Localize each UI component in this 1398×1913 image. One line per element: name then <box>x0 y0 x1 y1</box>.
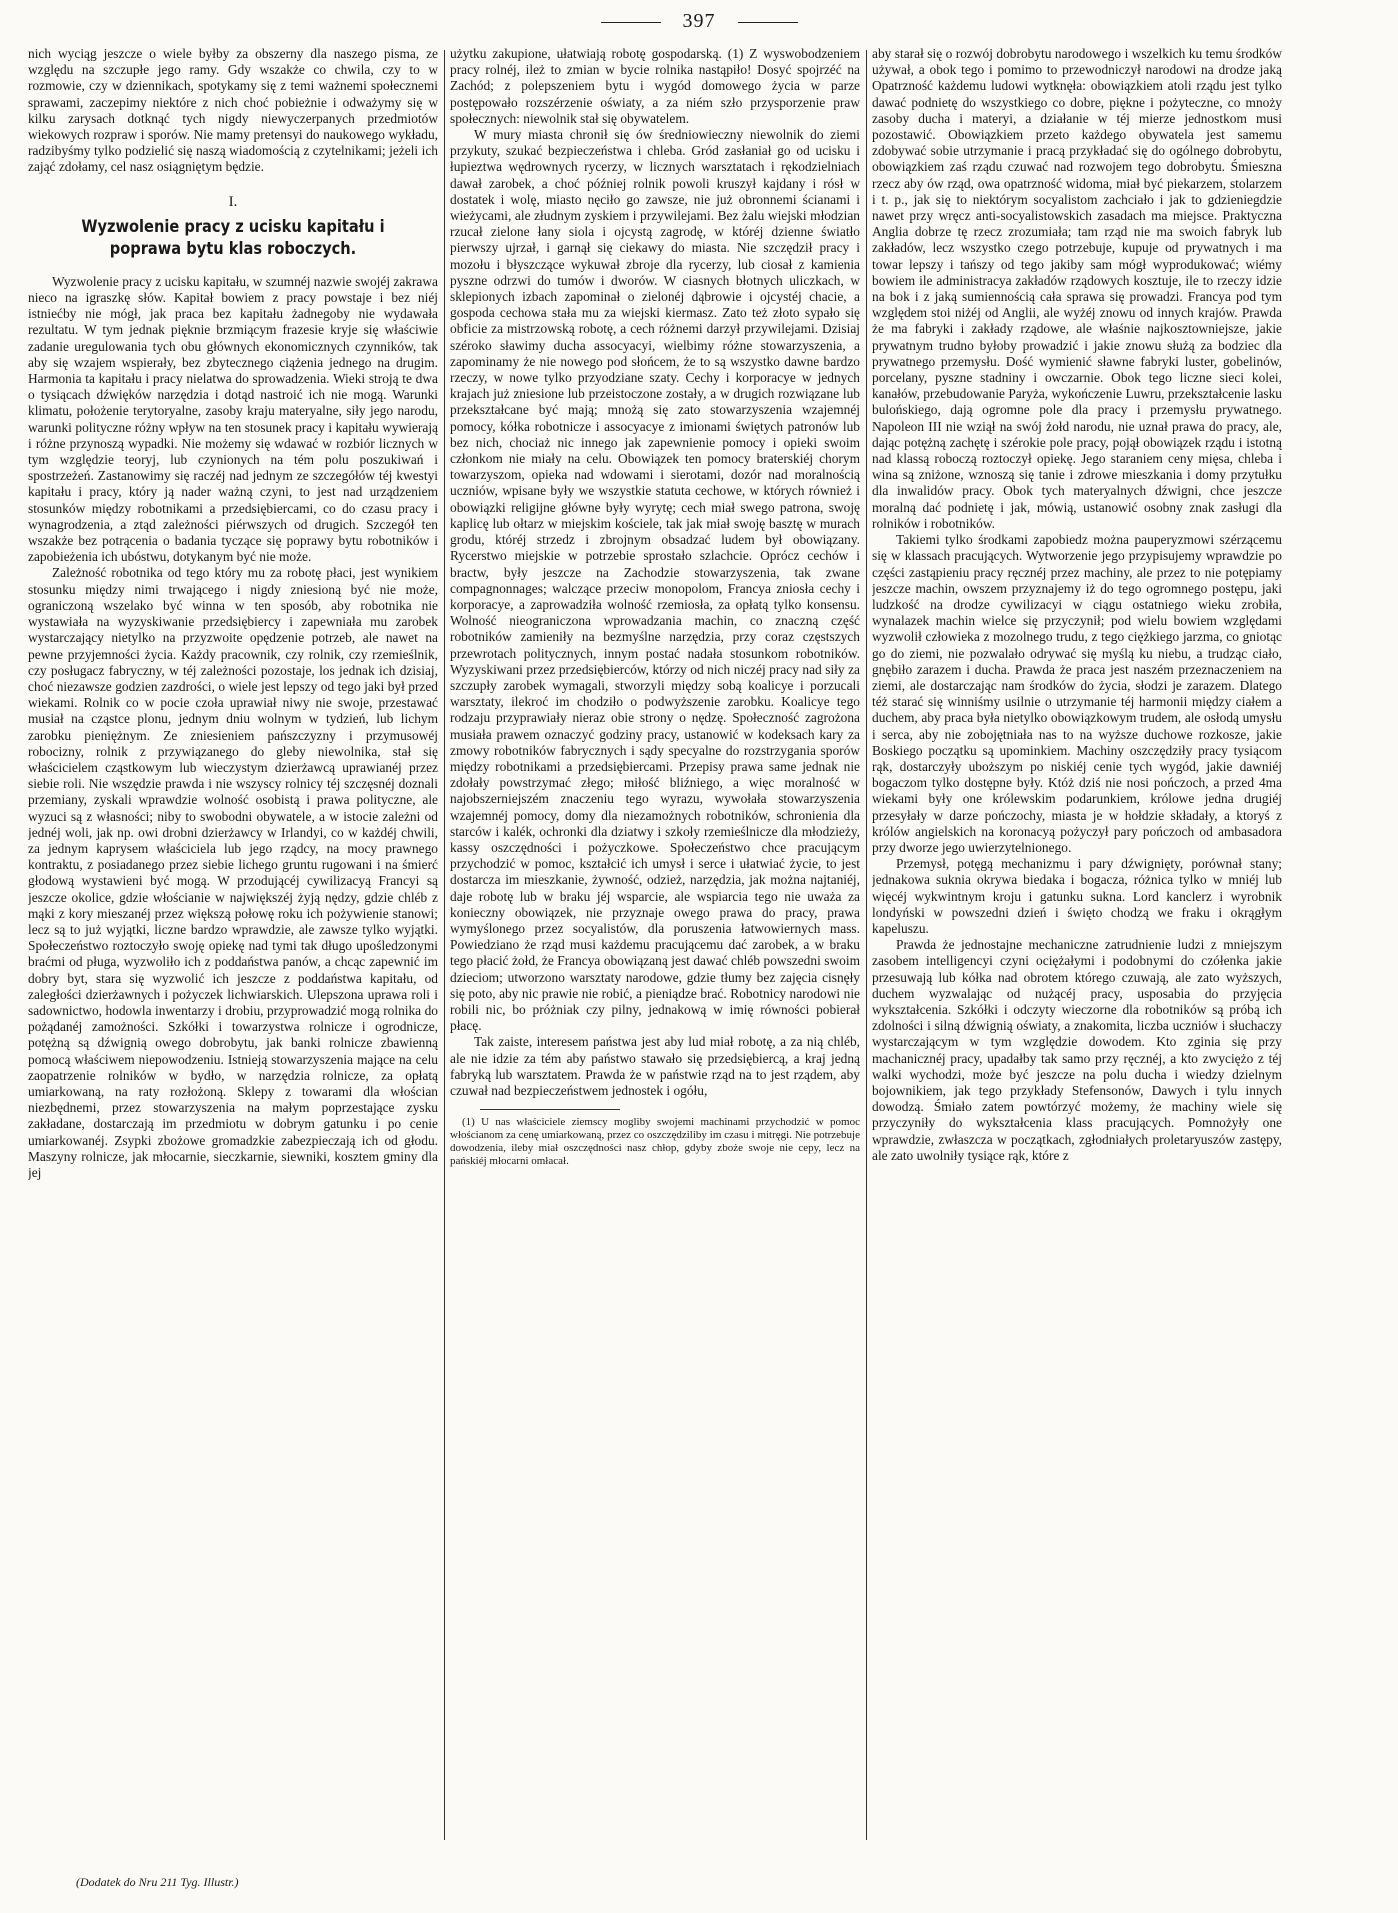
column-1 <box>28 46 438 1846</box>
column-divider-2 <box>866 50 867 1840</box>
paragraph-continued: użytku zakupione, ułatwiają robotę gospodarską. (1) Z wyswobodzeniem pracy rolnéj, ileż to zmian w bycie rolnika nastąpiło! Dosyć spojrzéć na Zachód; z polepszeniem bytu i wygód domowego życia w parze postępowało rozszérzenie oświaty, a za niém szło przysporzenie praw społecznych: niewolnik stał się obywatelem. <box>450 46 860 126</box>
column-2 <box>450 46 860 1846</box>
paragraph: Tak zaiste, interesem państwa jest aby lud miał robotę, a za nią chléb, ale nie idzie za tém aby państwo stawało się przedsiębiercą, a kraj jedną fabryką lub warsztatem. Prawda że w państwie rząd na to jest rządem, aby czuwał nad bezpieczeństwem jednostek i ogółu, <box>450 1034 860 1098</box>
column-divider-1 <box>444 50 445 1840</box>
paragraph: Takiemi tylko środkami zapobiedz można pauperyzmowi szérzącemu się w klassach pracujących. Wytworzenie jego przypisujemy wprawdzie po części zastąpieniu pracy ręcznéj przez machiny, ale przez to nie potępiamy jeszcze machin, owszem przyznajemy iż do tego ogromnego postępu, jaki ludzkość na drodze cywilizacyi w ciągu ostatniego wieku zrobiła, wynalazek machin wielce się przyczynił; pod wielu bowiem względami wyzwolił człowieka z mozolnego trudu, z tego ciężkiego jarzma, co gniotąc go do ziemi, nie pozwalało odrywać się myślą ku niebu, a trudząc ciało, gnębiło zarazem i ducha. Prawda że praca jest naszém przeznaczeniem na ziemi, ale dostarczając nam środków do życia, słodzi je zarazem. Dlatego téż starać się winniśmy usilnie o utrzymanie téj harmonii między ciałem a duchem, aby praca była nietylko obowiązkowym trudem, ale osłodą umysłu i serca, aby nie zobojętniała nas to na wyższe duchowe rozkosze, jakie Boskiego początku są upominkiem. Machiny oszczędziły pracy tysiącom rąk, dostarczyły uboższym po niskiéj cenie tych wygód, jakie dawniéj bogaczom tylko dostępne były. Któż dziś nie nosi pończoch, a przed 4ma wiekami były one królewskim podarunkiem, królowe jedna drugiéj przesyłały w darze pończochy, miasta je w hołdzie składały, a ktoryś z królów angielskich na koronacyą pożyczył pary pończoch od ambasadora przy dworze jego uwierzytelnionego. <box>872 532 1282 855</box>
footnote-rule <box>480 1109 620 1110</box>
paragraph: Prawda że jednostajne mechaniczne zatrudnienie ludzi z mniejszym zasobem intelligencyi czyni ociężałymi i podobnymi do czółenka jakie przesuwają lub kółka nad obrotem którego czuwają, ale zato wyższych, duchem wyzwalając od nużącéj pracy, usposabia do przyjęcia wykształcenia. Szkółki i odczyty wieczorne dla robotników są próbą ich zdolności i silną dźwignią oświaty, a znakomita, liczba uczniów i słuchaczy wystarczającym w tym względzie dowodem. Kto zginia się przy machanicznéj pracy, upadałby tak samo przy ręcznéj, a kto zwyciężo z téj walki wychodzi, może być jeszcze na polu ducha i wiedzy dzielnym bojownikiem, jak tego przykłady Stefensonów, Dawych i tylu innych dowodzą. Śmiało zatem powtórzyć możemy, że machiny wiele się przyczyniły do wykształcenia klass pracujących. Pomnożyły one wprawdzie, zwłaszcza w początkach, zgłodniałych proletaryuszów zastępy, ale zato uwolniły tysiące rąk, które z <box>872 937 1282 1163</box>
footnote: (1) U nas właściciele ziemscy mogliby swojemi machinami przychodzić w pomoc włościanom za cenę umiarkowaną, przez co oszczędziliby im czasu i mitręgi. Nie potrzebuje dowodzenia, ileby miał oszczędności nasz chłop, gdyby zboże swoje nie cepy, lecz na pańskiéj młocarni omłacał. <box>450 1116 860 1168</box>
paragraph: Zależność robotnika od tego który mu za robotę płaci, jest wynikiem stosunku między nimi trwającego i nigdy zniesioną być nie może, ograniczoną wszelako być winna w ten sposób, aby robotnika nie wystawiała na wyzyskiwanie przedsiębiercy i zapewniała mu zarobek wystarczający nietylko na przyzwoite opędzenie potrzeb, ale nawet na pewne przyjemności życia. Każdy pracownik, czy rolnik, czy rzemieślnik, czy posługacz fabryczny, w téj zależności pozostaje, los jednak ich dzisiaj, choć niezawsze godzien zazdrości, o wiele jest lepszy od tego jaki był przed wiekami. Rolnik co w pocie czoła uprawiał niwy nie swoje, przestawać musiał na cząstce plonu, jednym dniu wolnym w tydzień, lub lichym zarobku pieniężnym. Ze zniesieniem pańszczyzny i przymusowéj robocizny, rolnik z przywiązanego do gleby niewolnika, stał się właścicielem cząstkowym lub wieczystym dzierżawcą uprawianéj przez siebie roli. Nie wszędzie prawda i nie wszyscy rolnicy téj szczęsnéj doznali przemiany, zyskali wprawdzie wolność osobistą i prawa polityczne, ale wyzuci są z własności; niby to swobodni obywatele, a w istocie zależni od jednéj woli, jak np. owi drobni dzierżawcy w Irlandyi, co w każdéj chwili, za jednym kaprysem właściciela lub jego rządcy, na mocy prawnego kontraktu, z posiadanego przez siebie lichego gruntu rugowani i na śmierć głodową wystawieni być mogą. W przodującéj cywilizacyą Francyi są jeszcze okolice, gdzie włościanie w największéj żyją nędzy, gdzie chléb z mąki z kory mieszanéj przez większą połowę roku ich pożywienie stanowi; lecz są to już wyjątki, liczne bardzo wprawdzie, ale zawsze tylko wyjątki. Społeczeństwo roztoczyło swoję opiekę nad tymi tak długo upośledzonymi braćmi od pługa, wyzwoliło ich z poddaństwa panów, a chcąc zapewnić im dobry byt, stara się wyzwolić ich jeszcze z poddaństwa kapitału, od zaległości dzierżawnych i pożyczek lichwiarskich. Ulepszona uprawa roli i sadownictwo, hodowla inwentarzy i drobiu, przyprowadzić mogą rolnika do pożądanéj zamożności. Szkółki i towarzystwa rolnicze i ogrodnicze, potężną są dźwignią owego dobrobytu, jak banki rolnicze zbawienną pomocą właściwem niepowodzeniu. Istnieją stowarzyszenia mające na celu zaopatrzenie rolników w bydło, w narzędzia rolnicze, za opłatą umiarkowaną, na raty rozłożoną. Sklepy z towarami dla włościan niezbędnemi, przez stowarzyszenia na małym poprzestające zysku zakładane, dostarczają im przedmiotu w dobrym gatunku i po cenie umiarkowanéj. Zsypki zbożowe gromadzkie zabezpieczają ich od głodu. Maszyny rolnicze, jak młocarnie, sieczkarnie, siewniki, kosztem gminy dla jej <box>28 565 438 1180</box>
page-number: 397 <box>682 10 716 32</box>
paragraph-continued: aby starał się o rozwój dobrobytu narodowego i wszelkich ku temu środków używał, a obok tego i pomimo to przewodniczył narodowi na drodze jaką Opatrzność każdemu ludowi wytknęła: obowiązkiem atoli rządu jest tylko dawać podnietę do wszystkiego co dobre, piękne i pożyteczne, co mnoży zasoby ducha i materyi, a działanie w téj mierze jednostkom musi pozostawić. Obowiązkiem przeto każdego obywatela jest samemu zdobywać sobie utrzymanie i pracą przykładać się do ogólnego dobrobytu, obowiązkiem zaś rządu czuwać nad rozwojem tego dobrobytu. Śmieszna rzecz aby ów rząd, owa opatrzność widoma, miał być piekarzem, stolarzem i t. p., jak się to niektórym socyalistom zachciało i jak to gdzieniegdzie nawet przy wręcz anti-socyalistowskich zasadach ma miejsce. Praktyczna Anglia dobrze tę rzecz zrozumiała; tam rząd nie ma swoich fabryk lub zakładów, lecz wszystko czego potrzebuje, kupuje od prywatnych i ma towar lepszy i tańszy od tego jakiby sam mógł wyprodukować; wiémy bowiem ile administracya zakładów rządowych kosztuje, ile to rzeczy idzie na bok i z jaką sumiennością cała sprawa się prowadzi. Francya pod tym względem stoi niżéj od Anglii, ale wyżéj znowu od innych krajów. Prawda że ma fabryki i zakłady rządowe, ale właśnie najkosztowniejsze, jakie prywatnym trudno byłoby prowadzić i jakie znowu służą za bodziec dla prywatnego przemysłu. Dość wymienić sławne fabryki luster, gobelinów, porcelany, pyszne stadniny i owczarnie. Obok tego liczne sieci kolei, kanałów, przebudowanie Paryża, wykończenie Luwru, przekształcenie lasku bulońskiego, dają ogromne pole dla pracy i przemysłu prywatnego. Napoleon III nie wziął na swój żołd narodu, nie uznał prawa do pracy, ale, dając potężną zachętę i szérokie pole pracy, pojął obowiązek rządu i istotną nad klassą roboczą roztoczył opiekę. Jego staraniem ceny mięsa, chleba i wina są zniżone, wznoszą się tanie i zdrowe mieszkania i domy przytułku dla inwalidów pracy. Obok tych materyalnych dźwigni, chce jeszcze moralną dać podnietę i jak, mówią, ustanowić osobny znak zasługi dla rolników i robotników. <box>872 46 1282 531</box>
paragraph: Wyzwolenie pracy z ucisku kapitału, w szumnéj nazwie swojéj zakrawa nieco na igraszkę słów. Kapitał bowiem z pracy powstaje i bez niéj istniećby nie mógł, jak praca bez kapitału żadnegoby nie wydawała rezultatu. W tym jednak pięknie brzmiącym frazesie kryje się właściwie zadanie uregulowania tych obu głównych ekonomicznych czynników, tak aby się wzajem wspierały, bez zbytecznego ciążenia jednego na drugim. Harmonia ta kapitału i pracy nielatwa do sprowadzenia. Wieki stroją te dwa o tysiącach dźwięków narzędzia i dotąd nastroić ich nie mogą. Warunki klimatu, położenie terytoryalne, zasoby kraju materyalne, siły jego narodu, warunki polityczne różny wpływ na ten stosunek pracy i kapitału wywierają i różne przynoszą wypadki. Nie możemy się wdawać w rozbiór licznych w tym względzie teoryj, lub czynionych na tém polu poszukiwań i spostrzeżeń. Zastanowimy się raczéj nad jednym ze szczegółów téj kwestyi kapitału i pracy, który ją nader ważną czyni, to jest nad urządzeniem stosunków między robotnikami a przedsiębiercami, co do czasu pracy i wynagrodzenia, a ztąd zależności piérwszych od drugich. Szczegół ten wszakże bez potrącenia o badania tyczące się poprawy bytu robotników i zapobieżenia ich ubóstwu, dotykanym być nie może. <box>28 273 438 565</box>
supplement-note: (Dodatek do Nru 211 Tyg. Illustr.) <box>76 1875 239 1889</box>
paragraph-intro-continued: nich wyciąg jeszcze o wiele byłby za obszerny dla naszego pisma, ze względu na szczupłe jego ramy. Gdy wszakże co chwila, czy to w rozmowie, czy w dziennikach, spotykamy się z temi ważnemi społecznemi sprawami, zaczepimy niektóre z nich choć pobieżnie i odważymy się w kilku zarysach dotknąć tych nigdy niewyczerpanych przedmiotów wiekowych rozpraw i sporów. Nie mamy pretensyi do naukowego wykładu, radzibyśmy tylko podzielić się naszą wiadomością z czytelnikami; jeżeli ich zająć zdołamy, cel nasz osiągniętym będzie. <box>28 46 438 175</box>
column-3 <box>872 46 1282 1846</box>
section-number: I. <box>228 193 238 210</box>
page-header <box>0 10 1398 33</box>
section-title: Wyzwolenie pracy z ucisku kapitału i poprawa bytu klas roboczych. <box>81 216 385 259</box>
paragraph: Przemysł, potęgą mechanizmu i pary dźwignięty, porównał stany; jednakowa suknia okrywa biedaka i bogacza, różnica tylko w mniéj lub więcéj wykwintnym kroju i gatunku sukna. Lord kanclerz i wyrobnik londyński w powszedni dzień i święto chodzą we fraku i okrągłym kapeluszu. <box>872 856 1282 936</box>
paragraph: W mury miasta chronił się ów średniowieczny niewolnik do ziemi przykuty, szukać bezpieczeństwa i chleba. Gród zasłaniał go od ucisku i łupieztwa wędrownych rycerzy, w licznych warsztatach i rękodzielniach dawał zarobek, a choć później rolnik powoli kruszył kajdany i rósł w dostatek i wolę, miasto nęciło go zawsze, nie już obronnemi ścianami i wieżycami, ale złudnym zyskiem i przywilejami. Bez żalu wiejski młodzian rzucał zielone łany siola i ojcystą zagrodę, w któréj dzienne światło pierwszy ujrzał, i garnął się ciekawy do miasta. Nie szczędził pracy i mozołu i błyszczące wykuwał zbroje dla rycerzy, lub ciosał z kamienia pyszne odrzwi do tumów i dworów. W ciasnych błotnych uliczkach, w sklepionych izbach zapominał o zielonéj dąbrowie i ojcystéj chacie, a gospoda cechowa stała mu za wiejski kiermasz. Zato też złoto sypało się obficie za mistrzowską robotę, a cech różnemi darzył przywilejami. Dzisiaj széroko sławimy ducha assocyacyi, wielbimy różne stowarzyszenia, a zapominamy że nie nowego pod słońcem, że to są wszystko dawne bardzo rzeczy, w nowe tylko przyodziane szaty. Cechy i korporacye w jednych krajach już zniesione lub przeistoczone zostały, a w drugich rozwiązane lub przekształcane być mają; mnożą się zato stowarzyszenia wzajemnéj pomocy, kółka robotnicze i assocyacye z imionami świętych patronów lub bez nich, chociaż nic innego jak zapewnienie pomocy i opieki swoim członkom nie miały na celu. Obowiązek ten pomocy braterskiéj chorym towarzyszom, opieka nad wdowami i sierotami, dozór nad moralnością uczniów, wpisane były we wszystkie statuta cechowe, w których również i obowiązki religijne główne były wyrytę; cech miał swego patrona, swoję kaplicę lub ołtarz w miejskim kościele, tak jak miał swoję basztę w murach grodu, któréj strzedz i zbrojnym obsadzać ludem był obowiązany. Rycerstwo miejskie w potrzebie sprostało szlachcie. Oprócz cechów i bractw, były jeszcze na Zachodzie stowarzyszenia, tak zwane compagnonnages; walczące przeciw monopolom, Francya zniosła cechy i korporacye, a zaprowadziła wolność rzemiosła, za opłatą tylko konsensu. Wolność nieograniczona wprowadzania machin, co znaczną część robotników zamieniły na bezmyślne narzędzia, przy coraz częstszych przewrotach politycznych, innym postać nadała stosunkom robotników. Wyzyskiwani przez przedsiębierców, którzy od nich niczéj pracy nad siły za szczupły zarobek wymagali, stworzyli między sobą koalicye i porzucali warsztaty, ilekroć im chodziło o podwyższenie zarobku. Koalicye tego rodzaju przyprawiały nieraz obie strony o nędzę. Społeczność zagrożona musiała prawem oznaczyć godziny pracy, ustanowić w kodeksach kary za zmowy robotników fabrycznych i sądy specyalne do rozstrzygania sporów między robotnikami a przedsiębiercami. Przepisy prawa same jednak nie zdołały powstrzymać złego; miłość bliźniego, a więc moralność w najobszerniejszém znaczeniu tego wyrazu, wywołała stowarzyszenia wzajemnéj pomocy, domy dla niezamożnych robotników, schronienia dla starców i kalék, ochronki dla dziatwy i szkoły rzemieślnicze dla młodzieży, kassy oszczędności i pożyczkowe. Społeczeństwo chce pracującym przychodzić w pomoc, kształcić ich umysł i serce i ułatwiać życie, to jest dostarcza im mieszkanie, żywność, odzież, narzędzia, jak można najtaniéj, daje robotę lub w braku jéj wsparcie, ale wspiarcia tego nie uważa za konieczny obowiązek, nie przyznaje owego prawa do pracy, prawa wymyślonego przez socyalistów, dla poruszenia łatwowiernych mass. Powiedziano że rząd musi każdemu pracującemu dać zarobek, a w braku tego płacić żołd, że Francya obowiązaną jest dawać chléb powszedni swoim dzieciom; utworzono warsztaty narodowe, gdzie tłumy bez zajęcia cisnęły się poto, aby nic prawie nie robić, a pieniądze brać. Robotnicy narodowi nie robili nic, bo próżniak czy pilny, jednakową w imię równości pobierał płacę. <box>450 127 860 1034</box>
header-rule-right <box>738 22 798 23</box>
header-rule-left <box>601 22 661 23</box>
